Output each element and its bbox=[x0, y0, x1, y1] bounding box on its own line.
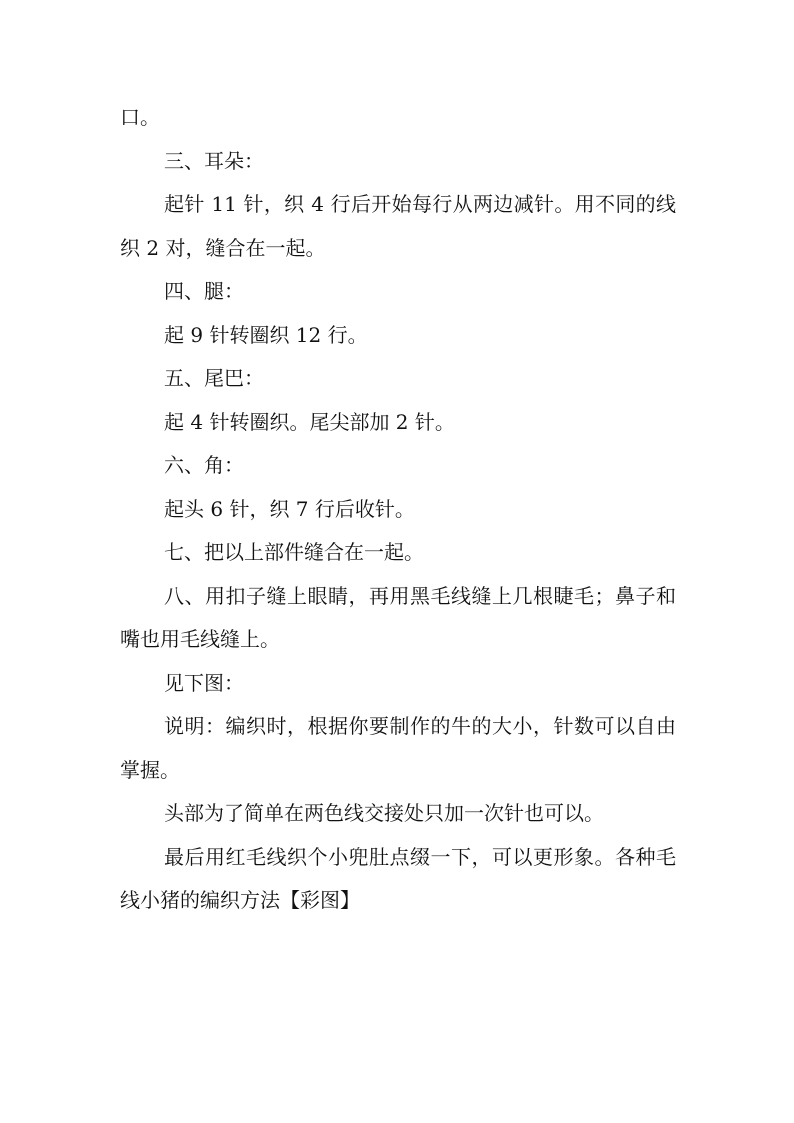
paragraph-note: 说明：编织时，根据你要制作的牛的大小，针数可以自由掌握。 bbox=[120, 714, 676, 782]
paragraph-step-eight: 八、用扣子缝上眼睛，再用黑毛线缝上几根睫毛；鼻子和嘴也用毛线缝上。 bbox=[120, 583, 676, 651]
paragraph-step-seven: 七、把以上部件缝合在一起。 bbox=[164, 540, 424, 564]
paragraph-tail-instructions: 起 4 针转圈织。尾尖部加 2 针。 bbox=[164, 409, 455, 434]
paragraph-legs-instructions: 起 9 针转圈织 12 行。 bbox=[164, 322, 368, 347]
document-body bbox=[120, 96, 676, 923]
paragraph-ears-instructions: 起针 11 针，织 4 行后开始每行从两边减针。用不同的线织 2 对，缝合在一起。 bbox=[120, 192, 676, 260]
paragraph-continuation: 口。 bbox=[120, 105, 160, 129]
heading-ears: 三、耳朵： bbox=[164, 148, 264, 173]
paragraph-head-tip: 头部为了简单在两色线交接处只加一次针也可以。 bbox=[164, 801, 604, 825]
paragraph-horns-instructions: 起头 6 针，织 7 行后收针。 bbox=[164, 496, 415, 521]
paragraph-final-tip: 最后用红毛线织个小兜肚点缀一下，可以更形象。各种毛线小猪的编织方法【彩图】 bbox=[120, 844, 676, 912]
heading-horns: 六、角： bbox=[164, 453, 244, 477]
paragraph-see-figure: 见下图： bbox=[164, 670, 244, 695]
heading-tail: 五、尾巴： bbox=[164, 366, 264, 390]
heading-legs: 四、腿： bbox=[164, 279, 244, 303]
